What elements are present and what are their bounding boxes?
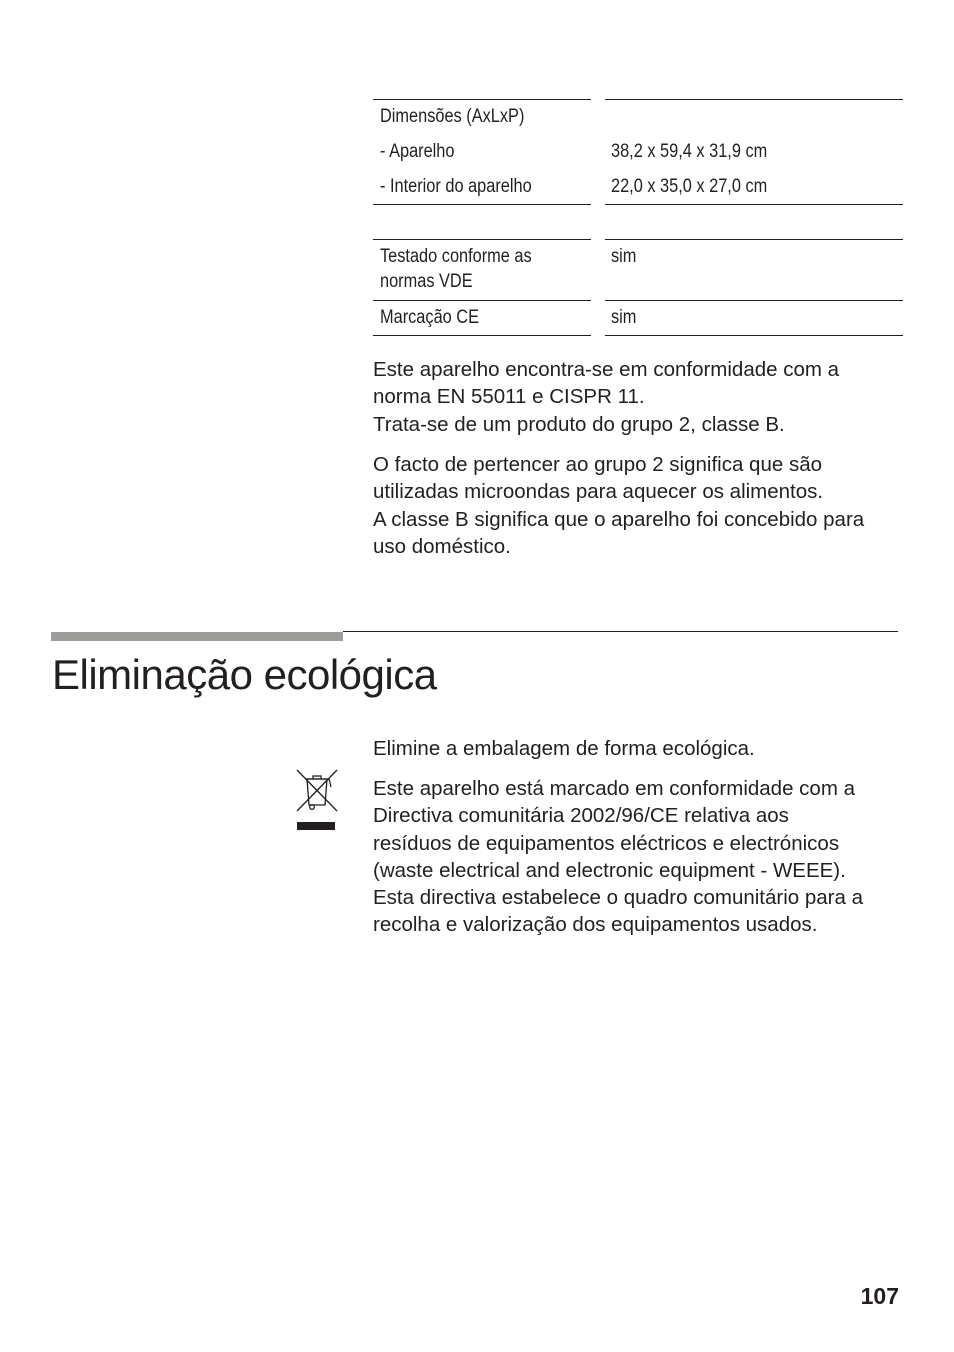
table-top-rule-right	[605, 99, 903, 100]
compliance-mid-rule-right	[605, 300, 903, 301]
text-line: Este aparelho encontra-se em conformidade com a	[373, 358, 840, 381]
compliance-bottom-rule-right	[605, 335, 903, 336]
vde-label-line1: Testado conforme as	[380, 246, 532, 267]
vde-label-line2: normas VDE	[380, 271, 473, 292]
text-line: recolha e valorização dos equipamentos usados.	[373, 913, 818, 937]
compliance-mid-rule-left	[373, 300, 591, 301]
compliance-top-rule-left	[373, 239, 591, 240]
conformity-paragraph-2	[373, 451, 913, 560]
section-rule-accent	[51, 632, 343, 641]
row-label-appliance: - Aparelho	[380, 141, 455, 162]
table-bottom-rule-right	[605, 204, 903, 205]
text-line: O facto de pertencer ao grupo 2 significa que são	[373, 453, 823, 476]
text-line: resíduos de equipamentos eléctricos e electrónicos	[373, 831, 840, 855]
dimensions-label: Dimensões (AxLxP)	[380, 106, 525, 127]
text-line: A classe B significa que o aparelho foi concebido para	[373, 507, 865, 531]
crossed-out-wheelie-bin-icon	[296, 769, 338, 831]
row-label-interior: - Interior do aparelho	[380, 176, 532, 197]
row-value-interior: 22,0 x 35,0 x 27,0 cm	[611, 176, 768, 197]
text-line: Elimine a embalagem de forma ecológica.	[373, 737, 755, 760]
ce-label: Marcação CE	[380, 307, 479, 328]
compliance-top-rule-right	[605, 239, 903, 240]
compliance-bottom-rule-left	[373, 335, 591, 336]
section-title: Eliminação ecológica	[52, 651, 437, 698]
vde-value: sim	[611, 246, 637, 267]
packaging-paragraph	[373, 735, 913, 762]
row-value-appliance: 38,2 x 59,4 x 31,9 cm	[611, 141, 768, 162]
text-line: utilizadas microondas para aquecer os alimentos.	[373, 480, 824, 504]
weee-paragraph	[373, 775, 913, 939]
ce-value: sim	[611, 307, 637, 328]
text-line: Este aparelho está marcado em conformidade com a	[373, 777, 856, 800]
text-line: (waste electrical and electronic equipment - WEEE).	[373, 858, 846, 882]
text-line: Trata-se de um produto do grupo 2, classe B.	[373, 412, 785, 436]
table-bottom-rule-left	[373, 204, 591, 205]
table-top-rule-left	[373, 99, 591, 100]
page-number: 107	[860, 1283, 899, 1309]
section-rule	[343, 631, 898, 632]
text-line: Esta directiva estabelece o quadro comunitário para a	[373, 886, 864, 910]
conformity-paragraph-1	[373, 356, 913, 438]
text-line: norma EN 55011 e CISPR 11.	[373, 385, 645, 409]
text-line: Directiva comunitária 2002/96/CE relativa aos	[373, 804, 789, 828]
text-line: uso doméstico.	[373, 534, 511, 558]
